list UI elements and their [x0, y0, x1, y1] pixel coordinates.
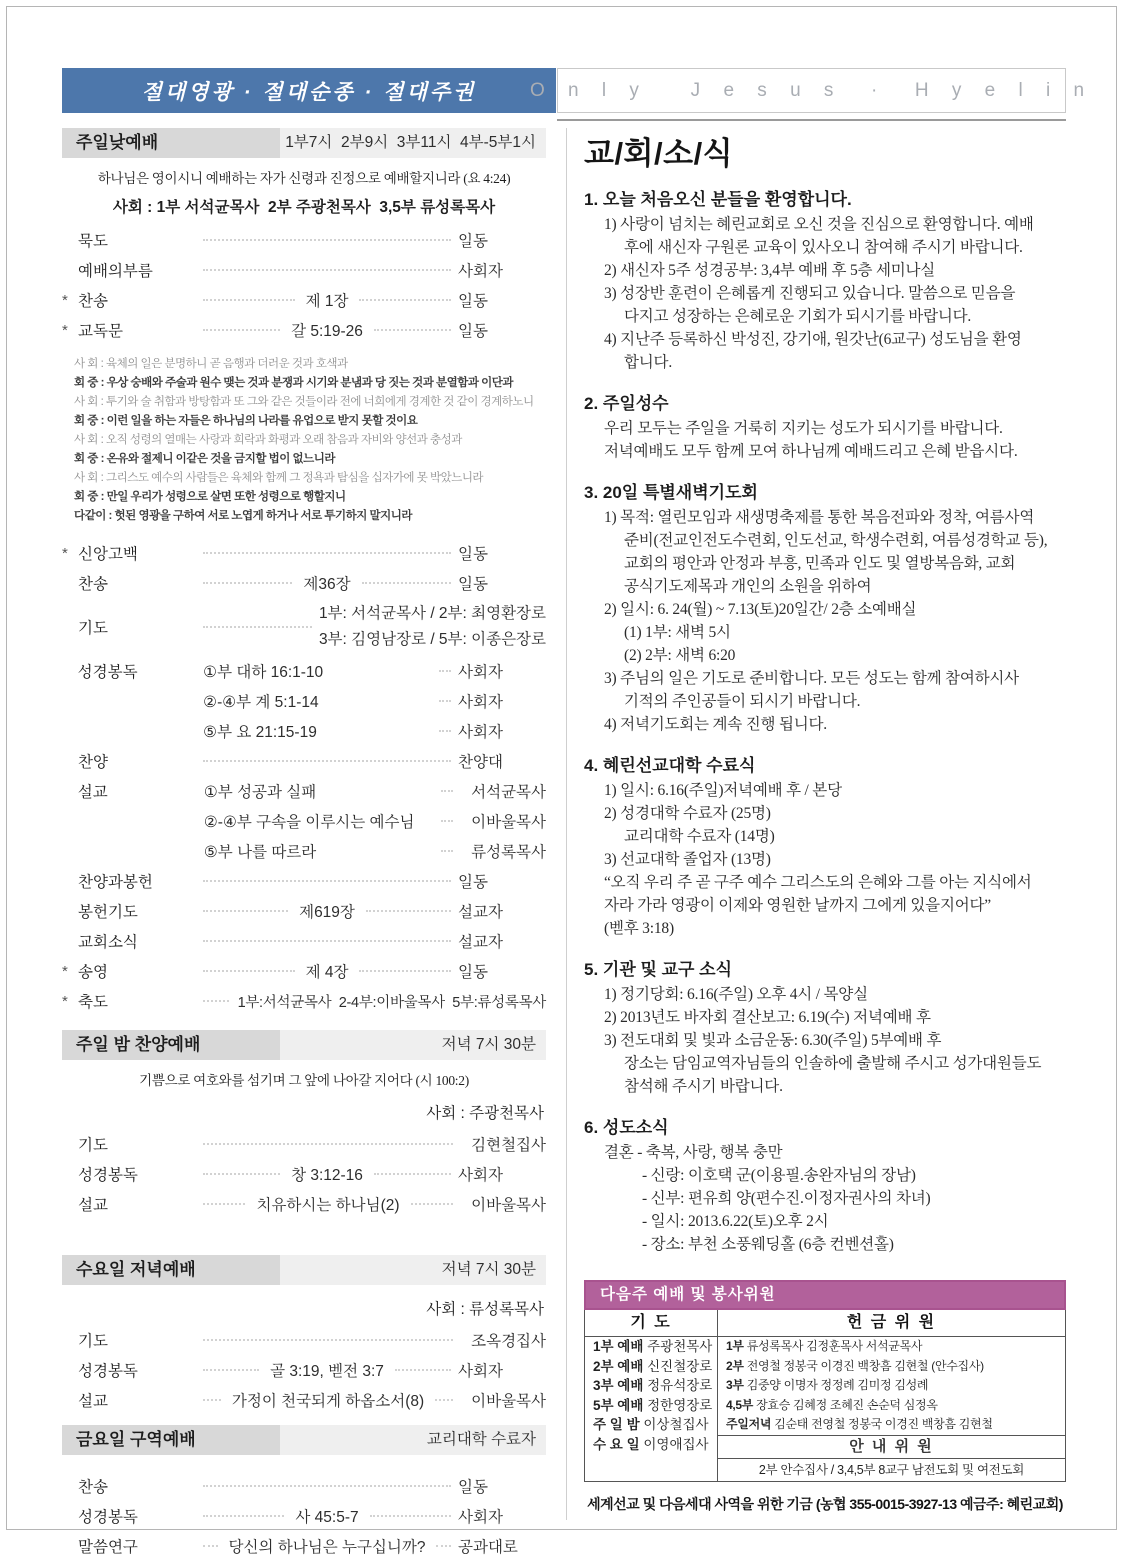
offering-names: 전영철 정봉국 이경진 백창흠 김현철 (안수집사)	[746, 1358, 984, 1373]
news-item-line: 3) 선교대학 졸업자 (13명)	[604, 851, 771, 868]
news-item-line: 준비(전교인전도수련회, 인도선교, 학생수련회, 여름성경학교 등),	[624, 532, 1048, 549]
moderator-line: 사회 : 주광천목사	[426, 1105, 544, 1122]
news-item-line: 다지고 성장하는 은혜로운 기회가 되시기를 바랍니다.	[624, 308, 972, 325]
news-item-line: 2) 2013년도 바자회 결산보고: 6.19(수) 저녁예배 후	[604, 1009, 931, 1026]
news-item-heading: 1. 오늘 처음오신 분들을 환영합니다.	[584, 190, 852, 209]
volunteers-table-title: 다음주 예배 및 봉사위원	[584, 1280, 1066, 1310]
order-right: 사회자	[458, 1167, 503, 1184]
reading-line: 다같이 : 헛된 영광을 구하여 서로 노엽게 하거나 서로 투기하지 말지니라	[74, 510, 412, 522]
order-mid: ②-④부 계 5:1-14	[203, 694, 319, 711]
order-mid: 치유하시는 하나님(2)	[256, 1197, 400, 1214]
worship-order-row	[62, 1355, 546, 1385]
order-mid: 골 3:19, 벧전 3:7	[270, 1363, 384, 1380]
worship-order-row	[62, 285, 546, 315]
order-mid: ①부 대하 16:1-10	[203, 664, 324, 681]
dotted-leader	[441, 820, 453, 822]
star-mark: *	[62, 962, 68, 980]
news-item	[584, 185, 1066, 374]
responsive-reading	[74, 355, 546, 526]
dotted-leader	[362, 582, 451, 584]
order-label: 성경봉독	[77, 664, 138, 681]
section-title: 주일낮예배	[62, 128, 280, 158]
reading-line: 회 중 : 온유와 절제니 이같은 것을 금지할 법이 없느니라	[74, 453, 335, 465]
dotted-leader	[359, 299, 451, 301]
dotted-leader	[203, 940, 451, 942]
order-label: 교회소식	[78, 934, 138, 951]
offering-names: 류성록목사 김정훈목사 서석균목사	[746, 1339, 923, 1353]
column-divider	[566, 128, 567, 1520]
reading-line: 회 중 : 우상 숭배와 주술과 원수 맺는 것과 분쟁과 시기와 분냄과 당 짓는 것과 분열함과 이단과	[74, 377, 513, 389]
service-verse: 하나님은 영이시니 예배하는 자가 신령과 진정으로 예배할지니라 (요 4:24)	[97, 171, 511, 186]
order-right: 설교자	[458, 934, 503, 951]
order-mid: 창 3:12-16	[291, 1167, 363, 1184]
order-right: 일동	[458, 576, 488, 593]
dotted-leader	[203, 269, 451, 271]
news-item-line: “오직 우리 주 곧 구주 예수 그리스도의 은혜와 그를 아는 지식에서	[604, 874, 1032, 891]
news-item-line: 우리 모두는 주일을 거룩히 지키는 성도가 되시기를 바랍니다.	[604, 420, 1003, 437]
prayer-row	[585, 1376, 717, 1396]
worship-order-row	[62, 956, 546, 986]
news-item-line: 3) 주님의 일은 기도로 준비합니다. 모든 성도는 함께 참여하시사	[604, 670, 1019, 687]
offering-slot: 3부	[726, 1378, 747, 1392]
offering-row	[718, 1337, 1065, 1357]
order-mid: 가정이 천국되게 하옵소서(8)	[231, 1393, 425, 1410]
dotted-leader	[374, 1173, 451, 1175]
order-mid: 갈 5:19-26	[291, 323, 363, 340]
worship-order-row	[62, 686, 546, 716]
star-mark: *	[62, 291, 68, 309]
friday-service	[62, 1425, 546, 1561]
worship-order-row	[62, 836, 546, 866]
news-item	[584, 955, 1066, 1098]
worship-order-row	[62, 1385, 546, 1415]
header-rule	[557, 119, 1066, 121]
section-title: 금요일 구역예배	[62, 1425, 280, 1455]
worship-order-row	[62, 896, 546, 926]
worship-order-row	[62, 1531, 546, 1561]
order-mid: ⑤부 요 21:15-19	[203, 724, 317, 741]
order-right: 일동	[458, 1479, 488, 1496]
news-item	[584, 478, 1066, 736]
prayer-slot: 2부 예배	[593, 1358, 648, 1374]
order-mid: 제 1장	[305, 293, 349, 310]
worship-order-row	[62, 1159, 546, 1189]
section-time-note: 저녁 7시 30분	[280, 1030, 546, 1060]
news-item-line: 2) 일시: 6. 24(월) ~ 7.13(토)20일간/ 2층 소예배실	[604, 601, 917, 618]
worship-order-row	[62, 806, 546, 836]
volunteers-table	[584, 1280, 1066, 1514]
order-right: 설교자	[458, 904, 503, 921]
section-time-note: 1부7시 2부9시 3부11시 4부-5부1시	[280, 128, 546, 158]
order-right: 김현철집사	[471, 1137, 546, 1154]
order-label: 축도	[78, 994, 108, 1011]
news-item-line: 4) 저녁기도회는 계속 진행 됩니다.	[604, 716, 827, 733]
order-label: 기도	[78, 1333, 108, 1350]
news-item-line: 합니다.	[624, 354, 672, 371]
offering-names: 장효승 김혜정 조혜진 손순덕 심정옥	[756, 1397, 938, 1412]
moderator-line: 사회 : 1부 서석균목사 2부 주광천목사 3,5부 류성록목사	[112, 199, 496, 216]
news-title: 교/회/소/식	[584, 136, 734, 171]
guide-row: 2부 안수집사 / 3,4,5부 8교구 남전도회 및 여전도회	[758, 1462, 1025, 1477]
subtitle-banner	[529, 68, 1094, 113]
order-label: 찬양	[78, 754, 108, 771]
order-right: 찬양대	[458, 754, 503, 771]
order-label: 설교	[77, 784, 108, 801]
volunteers-table-body	[584, 1310, 1066, 1482]
prayer-slot: 3부 예배	[593, 1378, 648, 1393]
offering-row	[718, 1415, 1065, 1435]
news-item-line: 1) 목적: 열린모임과 새생명축제를 통한 복음전파와 정착, 여름사역	[604, 509, 1035, 526]
dotted-leader	[439, 730, 451, 732]
worship-order-row	[62, 1501, 546, 1531]
section-time-note: 교리대학 수료자	[280, 1425, 546, 1455]
dotted-leader	[374, 329, 451, 331]
order-right: 일동	[458, 874, 488, 891]
offering-names: 김순태 전영철 정봉국 이경진 백창흠 김현철	[774, 1417, 993, 1431]
offering-slot: 4,5부	[726, 1397, 757, 1412]
news-item-line: 참석해 주시기 바랍니다.	[624, 1078, 783, 1095]
news-item-line: 2) 성경대학 수료자 (25명)	[604, 805, 771, 822]
section-header	[62, 128, 546, 158]
wednesday-service	[62, 1255, 546, 1415]
order-right: 사회자	[458, 694, 503, 711]
news-item-heading: 2. 주일성수	[584, 394, 669, 413]
dotted-leader	[439, 700, 451, 702]
slogan-text: 절대영광 · 절대순종 · 절대주권	[141, 80, 477, 104]
dotted-leader	[203, 1173, 280, 1175]
news-item-line: 공식기도제목과 개인의 소원을 위하여	[624, 578, 872, 595]
news-item-line: - 장소: 부천 소풍웨딩홀 (6층 컨벤션홀)	[642, 1236, 894, 1253]
order-right: 사회자	[458, 1363, 503, 1380]
prayer-name: 이상철집사	[643, 1417, 709, 1432]
dotted-leader	[203, 329, 280, 331]
prayer-slot: 수 요 일	[593, 1436, 644, 1452]
worship-order-row	[62, 1471, 546, 1501]
order-rows	[62, 225, 546, 345]
dotted-leader	[203, 1545, 218, 1547]
worship-order-row	[62, 1189, 546, 1219]
offering-column	[718, 1310, 1065, 1481]
dotted-leader	[395, 1369, 451, 1371]
news-item-line: 1) 일시: 6.16(주일)저녁예배 후 / 본당	[604, 782, 842, 799]
reading-line: 사 회 : 그리스도 예수의 사람들은 육체와 함께 그 정욕과 탐심을 십자가에 못 박았느니라	[74, 472, 484, 484]
worship-order-row	[62, 716, 546, 746]
news-item-line: 3) 전도대회 및 빛과 소금운동: 6.30(주일) 5부예배 후	[604, 1032, 942, 1049]
order-rows	[62, 538, 546, 1016]
order-label: 찬양과봉헌	[78, 874, 153, 891]
order-right: 일동	[458, 546, 488, 563]
order-right: 서석균목사	[471, 784, 547, 801]
worship-order-row	[62, 986, 546, 1016]
reading-line: 회 중 : 이런 일을 하는 자들은 하나님의 나라를 유업으로 받지 못할 것이요	[74, 415, 418, 427]
news-item	[584, 389, 1066, 463]
offering-slot: 주일저녁	[726, 1417, 775, 1431]
order-label: 송영	[78, 964, 108, 981]
fund-account-line: 세계선교 및 다음세대 사역을 위한 기금 (농협 355-0015-3927-13 예금주: 혜린교회)	[587, 1495, 1063, 1512]
section-header	[62, 1030, 546, 1060]
service-verse: 기쁨으로 여호와를 섬기며 그 앞에 나아갈 지어다 (시 100:2)	[139, 1073, 469, 1088]
news-item-line: (벧후 3:18)	[604, 920, 674, 937]
dotted-leader	[441, 790, 453, 792]
order-mid: 제619장	[299, 904, 355, 921]
news-item-line: 후에 새신자 구원론 교육이 있사오니 참여해 주시기 바랍니다.	[624, 239, 1023, 256]
dotted-leader	[203, 1485, 451, 1487]
star-mark: *	[62, 544, 68, 562]
offering-slot: 2부	[726, 1358, 747, 1373]
news-item-line: 2) 새신자 5주 성경공부: 3,4부 예배 후 5층 세미나실	[604, 262, 936, 279]
news-item-heading: 4. 혜린선교대학 수료식	[584, 756, 756, 775]
order-label: 성경봉독	[78, 1363, 138, 1380]
order-right: 사회자	[458, 724, 503, 741]
section-header	[62, 1425, 546, 1455]
worship-order-row	[62, 866, 546, 896]
news-item-line: 저녁예배도 모두 함께 모여 하나님께 예배드리고 은혜 받읍시다.	[604, 443, 1018, 460]
news-item-line: 기적의 주인공들이 되시기 바랍니다.	[624, 693, 861, 710]
order-rows	[62, 1325, 546, 1415]
order-rows	[62, 1129, 546, 1219]
order-right: 이바울목사	[471, 1197, 547, 1214]
order-right-line: 3부: 김영남장로 / 5부: 이종은장로	[318, 631, 546, 648]
order-label: 교독문	[78, 323, 123, 340]
offering-names: 김중양 이명자 정정례 김미정 김성례	[746, 1378, 929, 1392]
reading-line: 사 회 : 육체의 일은 분명하니 곧 음행과 더러운 것과 호색과	[74, 358, 348, 370]
order-rows	[62, 1471, 546, 1561]
news-item-line: - 신부: 편유희 양(편수진.이정자권사의 차녀)	[642, 1190, 931, 1207]
prayer-slot: 주 일 밤	[593, 1417, 644, 1432]
order-label: 찬송	[78, 1479, 108, 1496]
prayer-column-header: 기 도	[585, 1310, 717, 1337]
dotted-leader	[411, 1203, 453, 1205]
order-mid: 1부:서석균목사 2-4부:이바울목사 5부:류성록목사	[237, 994, 546, 1011]
dotted-leader	[203, 970, 295, 972]
worship-order-row	[62, 225, 546, 255]
dotted-leader	[203, 239, 451, 241]
prayer-row	[585, 1415, 717, 1435]
order-label: 찬송	[78, 576, 108, 593]
news-item-line: 결혼 - 축복, 사랑, 행복 충만	[604, 1144, 783, 1161]
prayer-name: 정유석장로	[647, 1378, 713, 1393]
news-item-line: 자라 가라 영광이 이제와 영원한 날까지 그에게 있을지어다”	[604, 897, 991, 914]
prayer-row	[585, 1435, 717, 1455]
subtitle-text: O n l y J e s u s · H y e l i n	[529, 79, 1094, 101]
prayer-slot: 5부 예배	[593, 1397, 648, 1413]
dotted-leader	[203, 760, 451, 762]
prayer-row	[585, 1357, 717, 1377]
prayer-name: 신진철장로	[647, 1358, 713, 1374]
dotted-leader	[203, 1143, 453, 1145]
dotted-leader	[435, 1399, 453, 1401]
order-label: 성경봉독	[78, 1167, 138, 1184]
guide-header: 안 내 위 원	[718, 1435, 1065, 1459]
news-item-line: 1) 사랑이 넘치는 혜린교회로 오신 것을 진심으로 환영합니다. 예배	[604, 216, 1034, 233]
worship-column	[62, 128, 546, 1561]
worship-order-row	[62, 568, 546, 598]
prayer-name: 이영애집사	[643, 1436, 709, 1452]
dotted-leader	[203, 880, 451, 882]
dotted-leader	[203, 582, 292, 584]
order-right: 공과대로	[458, 1539, 518, 1556]
prayer-name: 주광천목사	[647, 1339, 713, 1354]
order-label: 설교	[78, 1393, 108, 1410]
prayer-name: 정한영장로	[647, 1397, 713, 1413]
dotted-leader	[203, 552, 451, 554]
order-right-lines	[319, 601, 546, 653]
prayer-column	[585, 1310, 718, 1481]
order-label: 설교	[78, 1197, 108, 1214]
dotted-leader	[441, 850, 453, 852]
news-item-line: 교회의 평안과 안정과 부흥, 민족과 인도 및 열방복음화, 교회	[624, 555, 1016, 572]
order-label: 성경봉독	[78, 1509, 138, 1526]
slogan-banner	[62, 68, 556, 113]
offering-row	[718, 1376, 1065, 1396]
order-right: 일동	[458, 293, 488, 310]
reading-line: 사 회 : 투기와 술 취함과 방탕함과 또 그와 같은 것들이라 전에 너희에게 경계한 것 같이 경계하노니	[74, 396, 534, 408]
moderator-line: 사회 : 류성록목사	[426, 1301, 544, 1318]
dotted-leader	[359, 970, 451, 972]
order-right: 조옥경집사	[471, 1333, 546, 1350]
dotted-leader	[203, 299, 295, 301]
worship-order-row	[62, 255, 546, 285]
news-item	[584, 1113, 1066, 1256]
news-item-line: - 신랑: 이호택 군(이용필.송완자님의 장남)	[642, 1167, 916, 1184]
order-right: 일동	[458, 323, 488, 340]
order-label: 기도	[78, 620, 108, 637]
news-item-line: - 일시: 2013.6.22(토)오후 2시	[642, 1213, 829, 1230]
sunday-night-service	[62, 1030, 546, 1219]
news-item-line: (2) 2부: 새벽 6:20	[624, 647, 736, 664]
news-item	[584, 751, 1066, 940]
prayer-row	[585, 1396, 717, 1416]
order-label: 말씀연구	[78, 1539, 138, 1556]
star-mark: *	[62, 321, 68, 339]
order-right: 사회자	[458, 664, 503, 681]
worship-order-row	[62, 538, 546, 568]
order-mid: 당신의 하나님은 누구십니까?	[228, 1539, 426, 1556]
order-right: 사회자	[458, 1509, 503, 1526]
order-label: 신앙고백	[78, 546, 138, 563]
section-title: 수요일 저녁예배	[62, 1255, 280, 1285]
worship-order-row	[62, 776, 546, 806]
dotted-leader	[203, 1369, 259, 1371]
order-label: 묵도	[78, 233, 108, 250]
section-time-note: 저녁 7시 30분	[280, 1255, 546, 1285]
reading-line: 회 중 : 만일 우리가 성령으로 살면 또한 성령으로 행할지니	[74, 491, 346, 503]
order-right: 일동	[458, 964, 488, 981]
news-column	[584, 128, 1066, 1520]
dotted-leader	[203, 910, 288, 912]
worship-order-row	[62, 598, 546, 656]
order-mid: 사 45:5-7	[295, 1509, 359, 1526]
order-right-line: 1부: 서석균목사 / 2부: 최영환장로	[318, 605, 546, 622]
worship-order-row	[62, 1129, 546, 1159]
news-item-line: 1) 정기당회: 6.16(주일) 오후 4시 / 목양실	[604, 986, 868, 1003]
dotted-leader	[366, 910, 451, 912]
offering-slot: 1부	[726, 1339, 747, 1353]
order-mid: ②-④부 구속을 이루시는 예수님	[203, 814, 415, 831]
order-right: 사회자	[458, 263, 503, 280]
order-mid: 제 4장	[305, 964, 349, 981]
dotted-leader	[436, 1545, 451, 1547]
order-right: 류성록목사	[471, 844, 547, 861]
dotted-leader	[203, 1339, 453, 1341]
news-item-heading: 6. 성도소식	[584, 1118, 669, 1137]
dotted-leader	[203, 1399, 221, 1401]
dotted-leader	[203, 1000, 229, 1002]
dotted-leader	[439, 670, 451, 672]
reading-line: 사 회 : 오직 성령의 열매는 사랑과 희락과 화평과 오래 참음과 자비와 양선과 충성과	[74, 434, 462, 446]
dotted-leader	[203, 626, 312, 628]
worship-order-row	[62, 1325, 546, 1355]
offering-column-header: 헌 금 위 원	[718, 1310, 1065, 1337]
order-mid: ①부 성공과 실패	[203, 784, 317, 801]
worship-order-row	[62, 656, 546, 686]
order-label: 찬송	[78, 293, 108, 310]
order-right: 이바울목사	[471, 814, 547, 831]
dotted-leader	[203, 1515, 284, 1517]
news-item-line: 4) 지난주 등록하신 박성진, 강기애, 원갓난(6교구) 성도님을 환영	[604, 331, 1022, 348]
order-right: 일동	[458, 233, 488, 250]
news-item-line: 장소는 담임교역자님들의 인솔하에 출발해 주시고 성가대원들도	[624, 1055, 1042, 1072]
news-list	[584, 128, 1066, 1276]
order-mid: ⑤부 나를 따르라	[203, 844, 317, 861]
offering-row	[718, 1357, 1065, 1377]
news-item-line: (1) 1부: 새벽 5시	[624, 624, 731, 641]
order-mid: 제36장	[303, 576, 351, 593]
section-header	[62, 1255, 546, 1285]
section-title: 주일 밤 찬양예배	[62, 1030, 280, 1060]
news-item-line: 교리대학 수료자 (14명)	[624, 828, 775, 845]
order-label: 기도	[78, 1137, 108, 1154]
offering-row	[718, 1396, 1065, 1416]
order-label: 봉헌기도	[78, 904, 138, 921]
news-item-line: 3) 성장반 훈련이 은혜롭게 진행되고 있습니다. 말씀으로 믿음을	[604, 285, 1016, 302]
star-mark: *	[62, 992, 68, 1010]
prayer-slot: 1부 예배	[593, 1339, 648, 1354]
news-item-heading: 5. 기관 및 교구 소식	[584, 960, 733, 979]
worship-order-row	[62, 315, 546, 345]
order-label: 예배의부름	[78, 263, 153, 280]
news-item-heading: 3. 20일 특별새벽기도회	[584, 483, 758, 502]
worship-order-row	[62, 746, 546, 776]
order-right: 이바울목사	[471, 1393, 547, 1410]
dotted-leader	[203, 1203, 245, 1205]
sunday-day-service	[62, 128, 546, 1016]
worship-order-row	[62, 926, 546, 956]
prayer-row	[585, 1337, 717, 1357]
dotted-leader	[370, 1515, 451, 1517]
